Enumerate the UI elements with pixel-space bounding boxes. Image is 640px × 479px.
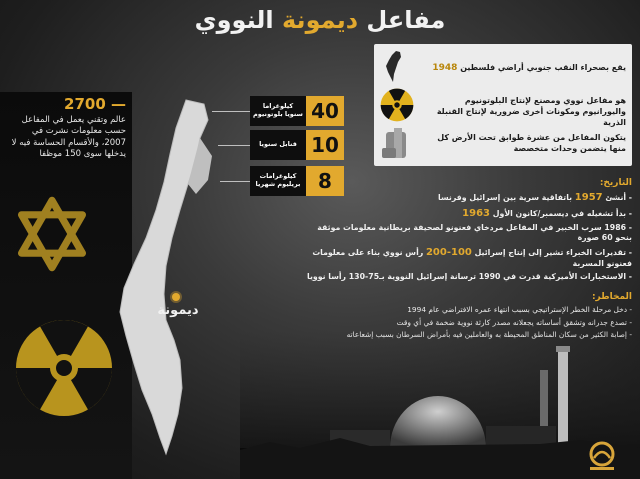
history-item: - 1986 سرب الخبير في المفاعل مردخاي فعنونو لصحيفة بريطانية معلومات موثقة بنحو 60 صورة xyxy=(317,223,632,243)
risk-item: - تصدع جدرانه وتشقق أساساته يجعلانه مصدر كارثة نووية ضخمة في أي وقت xyxy=(396,317,632,327)
callout-line xyxy=(218,145,250,146)
history-section xyxy=(300,178,632,283)
reactor-scene xyxy=(240,330,640,479)
region-map xyxy=(108,98,228,458)
count-value: 8 xyxy=(306,166,344,196)
dimona-location-marker xyxy=(172,293,180,301)
callout-line xyxy=(212,111,250,112)
plutonium-count xyxy=(250,96,344,126)
facts-panel xyxy=(374,44,632,166)
fact-year: 1948 xyxy=(432,63,458,73)
workers-description: عالم وتقني يعمل في المفاعل حسب معلومات نشرت في 2007، والأقسام الحساسة فيه لا يدخلها سوى 150 موظفا xyxy=(11,115,126,160)
count-label: قنابل سنويا xyxy=(250,130,306,160)
count-value: 10 xyxy=(306,130,344,160)
risk-item: - دخل مرحلة الخطر الإستراتيجي بسبب انتهاء عمره الافتراضي عام 1994 xyxy=(407,305,632,314)
count-value: 40 xyxy=(306,96,344,126)
page-title xyxy=(0,6,640,34)
map-icon xyxy=(380,50,408,84)
fact-purpose: هو مفاعل نووي ومصنع لإنتاج البلوتونيوم واليورانيوم ومكونات أخرى ضرورية لإنتاج القنبلة الذرية xyxy=(436,96,626,128)
radiation-icon xyxy=(380,88,414,122)
history-title: التاريخ: xyxy=(599,178,632,188)
dimona-location-label: ديمونة xyxy=(157,303,199,318)
risks-title: المخاطر: xyxy=(591,292,632,302)
history-item: - تقديرات الخبراء تشير إلى إنتاج إسرائيل 100-200 رأس نووي بناء على معلومات فعنونو المسربة xyxy=(312,247,632,269)
radiation-icon xyxy=(14,318,114,418)
callout-line xyxy=(220,181,250,182)
fact-location xyxy=(426,62,626,75)
title-accent: ديمونة xyxy=(282,6,359,34)
channel-logo-icon xyxy=(582,440,622,472)
count-label: كيلوغرامات بريليوم شهريا xyxy=(250,166,306,196)
workers-block: — 2700 عالم وتقني يعمل في المفاعل حسب معلومات نشرت في 2007، والأقسام الحساسة فيه لا يدخلها سوى 150 موظفا xyxy=(6,94,126,161)
star-of-david-icon xyxy=(12,194,92,274)
silo-icon xyxy=(380,126,414,160)
history-item: - أنشئ 1957 باتفاقية سرية بين إسرائيل وفرنسا xyxy=(438,192,632,203)
bombs-count xyxy=(250,130,344,160)
fact-structure: يتكون المفاعل من عشرة طوابق تحت الأرض كل منها يتضمن وحدات متخصصة xyxy=(437,133,626,154)
fact-text: يقع بصحراء النقب جنوبي أراضي فلسطين xyxy=(460,63,626,72)
title-suffix: النووي xyxy=(194,6,274,34)
title-prefix: مفاعل xyxy=(366,6,446,34)
workers-number: 2700 xyxy=(64,95,106,113)
count-label: كيلوغراما سنويا بلوتونيوم xyxy=(250,96,306,126)
history-item: - الاستخبارات الأميركية قدرت في 1990 ترسانة إسرائيل النووية بـ75-130 رأسا نوويا xyxy=(307,272,632,282)
history-item: - بدأ تشغيله في ديسمبر/كانون الأول 1963 xyxy=(462,208,632,219)
